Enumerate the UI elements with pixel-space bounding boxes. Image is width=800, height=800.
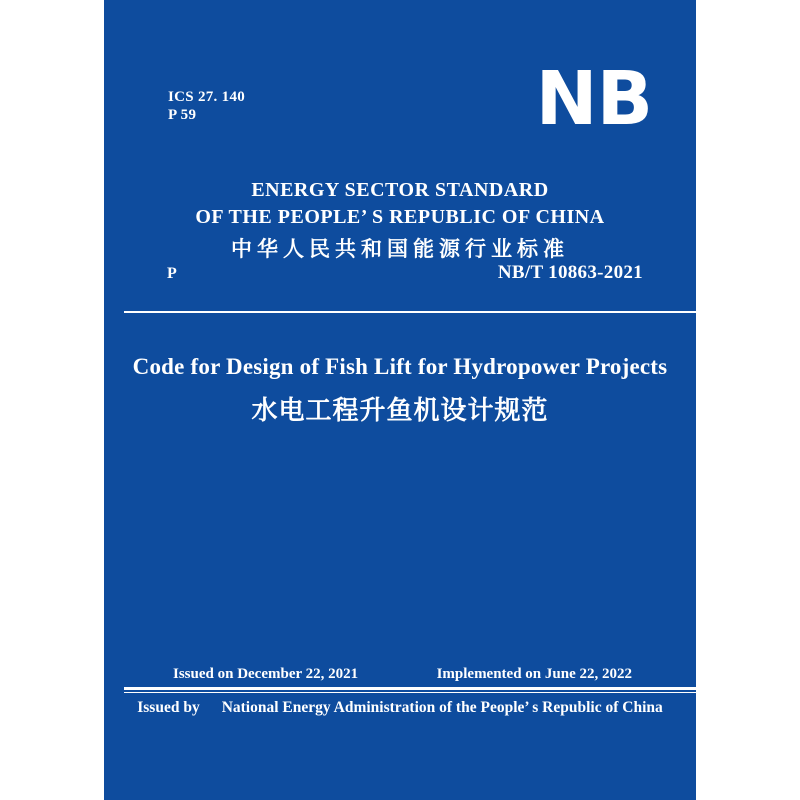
class-letter: P — [167, 265, 177, 282]
standard-cover — [104, 0, 696, 800]
standard-org-en-line2: OF THE PEOPLE’ S REPUBLIC OF CHINA — [195, 206, 605, 228]
issued-by-row — [104, 698, 696, 718]
dates-row — [173, 665, 632, 684]
standard-org-en-line1: ENERGY SECTOR STANDARD — [251, 179, 549, 201]
implemented-on-date: Implemented on June 22, 2022 — [436, 666, 632, 682]
ics-code: ICS 27. 140 — [168, 89, 246, 105]
issued-by-label: Issued by — [137, 699, 200, 716]
footer-divider-thick-line — [124, 687, 696, 690]
standard-org-cn: 中华人民共和国能源行业标准 — [231, 237, 569, 261]
issued-on-date: Issued on December 22, 2021 — [173, 666, 359, 682]
nb-logo: NB — [535, 56, 652, 142]
standard-org-block — [104, 177, 696, 262]
header-divider-line — [124, 311, 696, 313]
footer-double-divider — [124, 687, 696, 693]
issued-by-organization: National Energy Administration of the People’ s Republic of China — [221, 699, 663, 716]
class-and-number-row — [167, 262, 643, 284]
doc-classification-code: P 59 — [168, 107, 197, 123]
document-title-en: Code for Design of Fish Lift for Hydropower Projects — [132, 354, 668, 379]
ics-classification-block — [168, 88, 245, 124]
document-title-cn: 水电工程升鱼机设计规范 — [251, 396, 549, 425]
footer-divider-thin-line — [124, 692, 696, 693]
standard-number: NB/T 10863-2021 — [497, 262, 643, 283]
